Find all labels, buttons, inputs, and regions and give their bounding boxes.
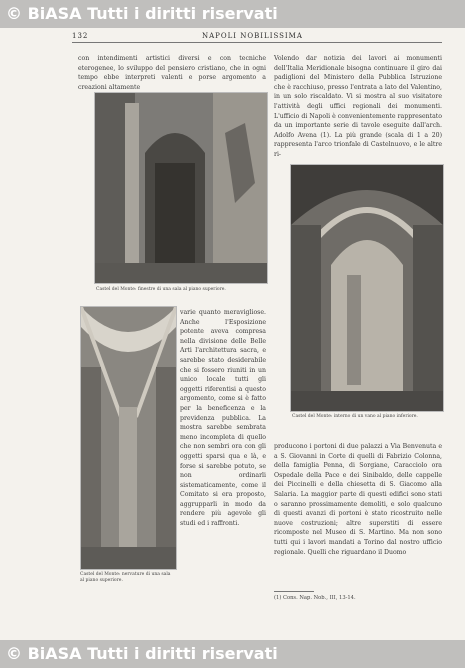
- watermark-banner-bottom: [0, 640, 465, 668]
- header-rule: [72, 42, 442, 43]
- text-column-middle-left: varie quanto meravigliose. Anche l'Esposizione potente aveva compresa nella divisione delle Belle Arti l'architettura sacra, e sarebbe stato desiderabile che si fossero riuniti in un unico locale tutti gli oggetti riferentisi a questo argomento, come si è fatto per la beneficenza e la previdenza pubblica. La mostra sarebbe sembrata meno incompleta di quello che non sembri ora con gli oggetti sparsi qua e là, e forse si sarebbe potuto, se non ordinarli sistematicamente, come il Comitato si era proposto, aggrupparli in modo da rendere più agevole gli studi ed i raffronti.: [180, 309, 266, 528]
- figure-caption-3: Castel del Monte: nervature di una sala al piano superiore.: [80, 572, 171, 583]
- figure-caption-2: Castel del Monte: interno di un vano al piano inferiore.: [292, 414, 418, 419]
- text-column-bottom-right: producono i portoni di due palazzi a Via Benvenuta e a S. Giovanni in Corte di quelli di Fabrizio Colonna, della famiglia Penna, di Sorgiane, Caracciolo ora Ospedale della Pace e dei Sinibaldo, delle cappelle dei Piccinelli e della chiesetta di S. Giacomo alla Salaria. La maggior parte di questi edifici sono stati o saranno prossimamente demoliti, e solo qualcuno di questi avanzi di portoni è stato ricostruito nelle nuove costruzioni; altre superstiti di essere ricomposte nel Museo di S. Martino. Ma non sono tutti qui i lavori mandati a Torino dal nostro ufficio regionale. Quelli che riguardano il Duomo: [274, 443, 442, 556]
- watermark-text: © BiASA Tutti i diritti riservati: [6, 4, 278, 23]
- footnote: (1) Cons. Nap. Nob., III, 13-14.: [274, 595, 356, 601]
- footnote-rule: [274, 591, 314, 592]
- watermark-text: © BiASA Tutti i diritti riservati: [6, 644, 278, 663]
- text-column-top-right: Volendo dar notizia dei lavori ai monumenti dell'Italia Meridionale bisogna continuare il giro dai padiglioni del Ministero della Pubblica Istruzione che è racchiuso, presso l'entrata a lato del Valentino, in un solo riscaldato. Vi si mostra al suo visitatore l'attività degli uffici regionali dei monumenti. L'ufficio di Napoli è convenientemente rappresentato da un importante serie di tavole eseguite dall'arch. Adolfo Avena (1). La più grande (scala di 1 a 20) rappresenta l'arco trionfale di Castelnuovo, e le altre ri-: [274, 55, 442, 158]
- figure-interior-window: [94, 92, 268, 284]
- watermark-banner-top: [0, 0, 465, 28]
- figure-caption-1: Castel del Monte: finestre di una sala al piano superiore.: [96, 287, 226, 292]
- figure-vaulted-chamber: [290, 164, 444, 412]
- page-number: 132: [72, 32, 89, 40]
- text-column-top-left: con intendimenti artistici diversi e con tecniche eterogenee, lo sviluppo del pensiero cristiano, che in ogni tempo ebbe interpreti valenti e porse argomento a creazioni altamente: [78, 55, 266, 91]
- journal-title: NAPOLI NOBILISSIMA: [202, 32, 303, 40]
- figure-ribbed-vault: [80, 306, 177, 570]
